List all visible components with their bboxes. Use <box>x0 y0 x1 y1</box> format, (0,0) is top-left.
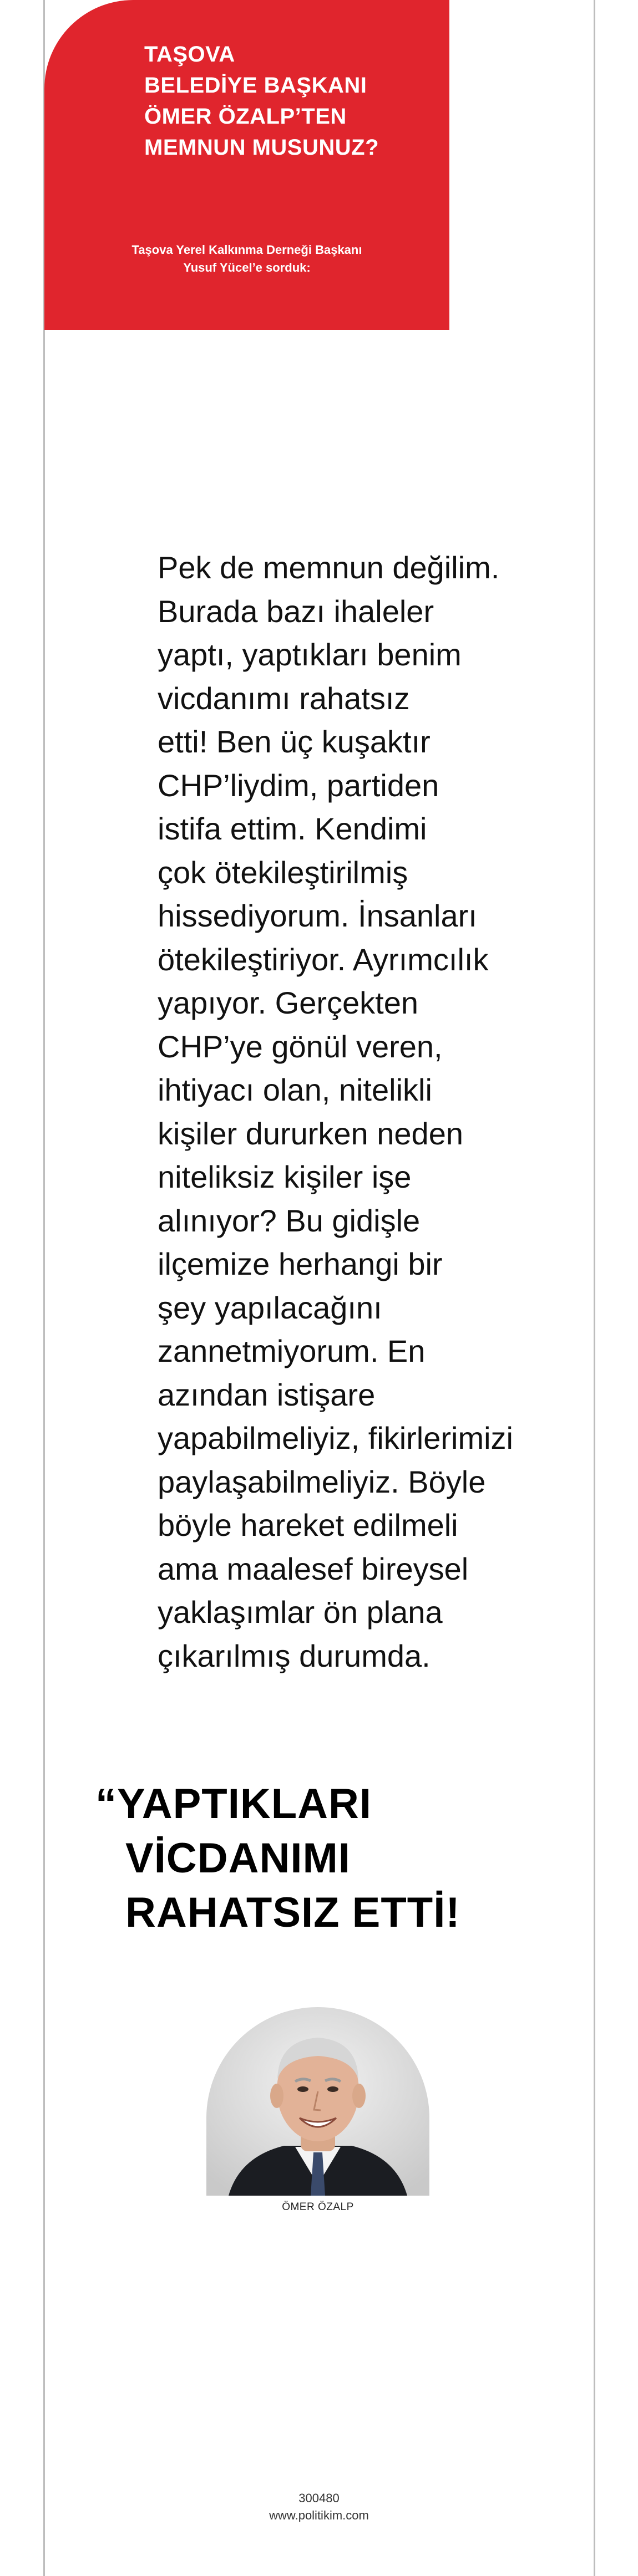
headline-line: MEMNUN MUSUNUZ? <box>144 135 379 160</box>
body-line: istifa ettim. Kendimi <box>158 811 427 846</box>
footer-code: 300480 <box>298 2491 340 2505</box>
body-line: ilçemize herhangi bir <box>158 1246 443 1281</box>
body-line: ötekileştiriyor. Ayrımcılık <box>158 941 489 977</box>
body-line: yaptı, yaptıkları benim <box>158 637 462 672</box>
headline <box>144 39 379 163</box>
body-line: ama maalesef bireysel <box>158 1551 469 1586</box>
body-line: yapıyor. Gerçekten <box>158 985 419 1020</box>
subheadline-line: Yusuf Yücel’e sorduk: <box>183 261 311 274</box>
pull-quote-line: “YAPTIKLARI <box>95 1780 372 1827</box>
body-line: Burada bazı ihaleler <box>158 593 434 629</box>
body-line: vicdanımı rahatsız <box>158 680 410 716</box>
headline-line: ÖMER ÖZALP’TEN <box>144 104 347 129</box>
footer-url: www.politikim.com <box>269 2508 369 2522</box>
headline-line: BELEDİYE BAŞKANI <box>144 73 367 98</box>
body-line: yapabilmeliyiz, fikirlerimizi <box>158 1421 513 1455</box>
body-line: yaklaşımlar ön plana <box>158 1595 443 1630</box>
headline-line: TAŞOVA <box>144 42 235 67</box>
headline-box <box>44 0 449 330</box>
body-paragraph <box>158 546 513 1678</box>
left-margin-rule <box>43 0 45 2576</box>
body-line: etti! Ben üç kuşaktır <box>158 724 431 759</box>
body-line: şey yapılacağını <box>158 1290 382 1325</box>
body-line: Pek de memnun değilim. <box>158 550 500 585</box>
body-line: hissediyorum. İnsanları <box>158 898 477 933</box>
portrait-illustration <box>206 2007 429 2196</box>
body-line: CHP’ye gönül veren, <box>158 1029 443 1064</box>
photo-caption: ÖMER ÖZALP <box>282 2201 354 2213</box>
right-margin-rule <box>594 0 595 2576</box>
body-line: zannetmiyorum. En <box>158 1333 426 1368</box>
body-line: çıkarılmış durumda. <box>158 1638 431 1673</box>
pull-quote <box>95 1777 460 1940</box>
subheadline <box>44 241 449 277</box>
portrait-photo <box>206 2007 429 2196</box>
body-line: CHP’liydim, partiden <box>158 767 439 803</box>
body-line: çok ötekileştirilmiş <box>158 854 408 890</box>
body-line: niteliksiz kişiler işe <box>158 1159 412 1194</box>
body-line: kişiler dururken neden <box>158 1116 463 1151</box>
pull-quote-line: VİCDANIMI <box>125 1835 351 1882</box>
body-line: ihtiyacı olan, nitelikli <box>158 1072 432 1107</box>
subheadline-line: Taşova Yerel Kalkınma Derneği Başkanı <box>131 243 362 257</box>
body-line: alınıyor? Bu gidişle <box>158 1203 421 1238</box>
body-line: böyle hareket edilmeli <box>158 1508 458 1542</box>
body-line: paylaşabilmeliyiz. Böyle <box>158 1464 486 1499</box>
pull-quote-line: RAHATSIZ ETTİ! <box>125 1889 460 1936</box>
body-line: azından istişare <box>158 1377 376 1412</box>
